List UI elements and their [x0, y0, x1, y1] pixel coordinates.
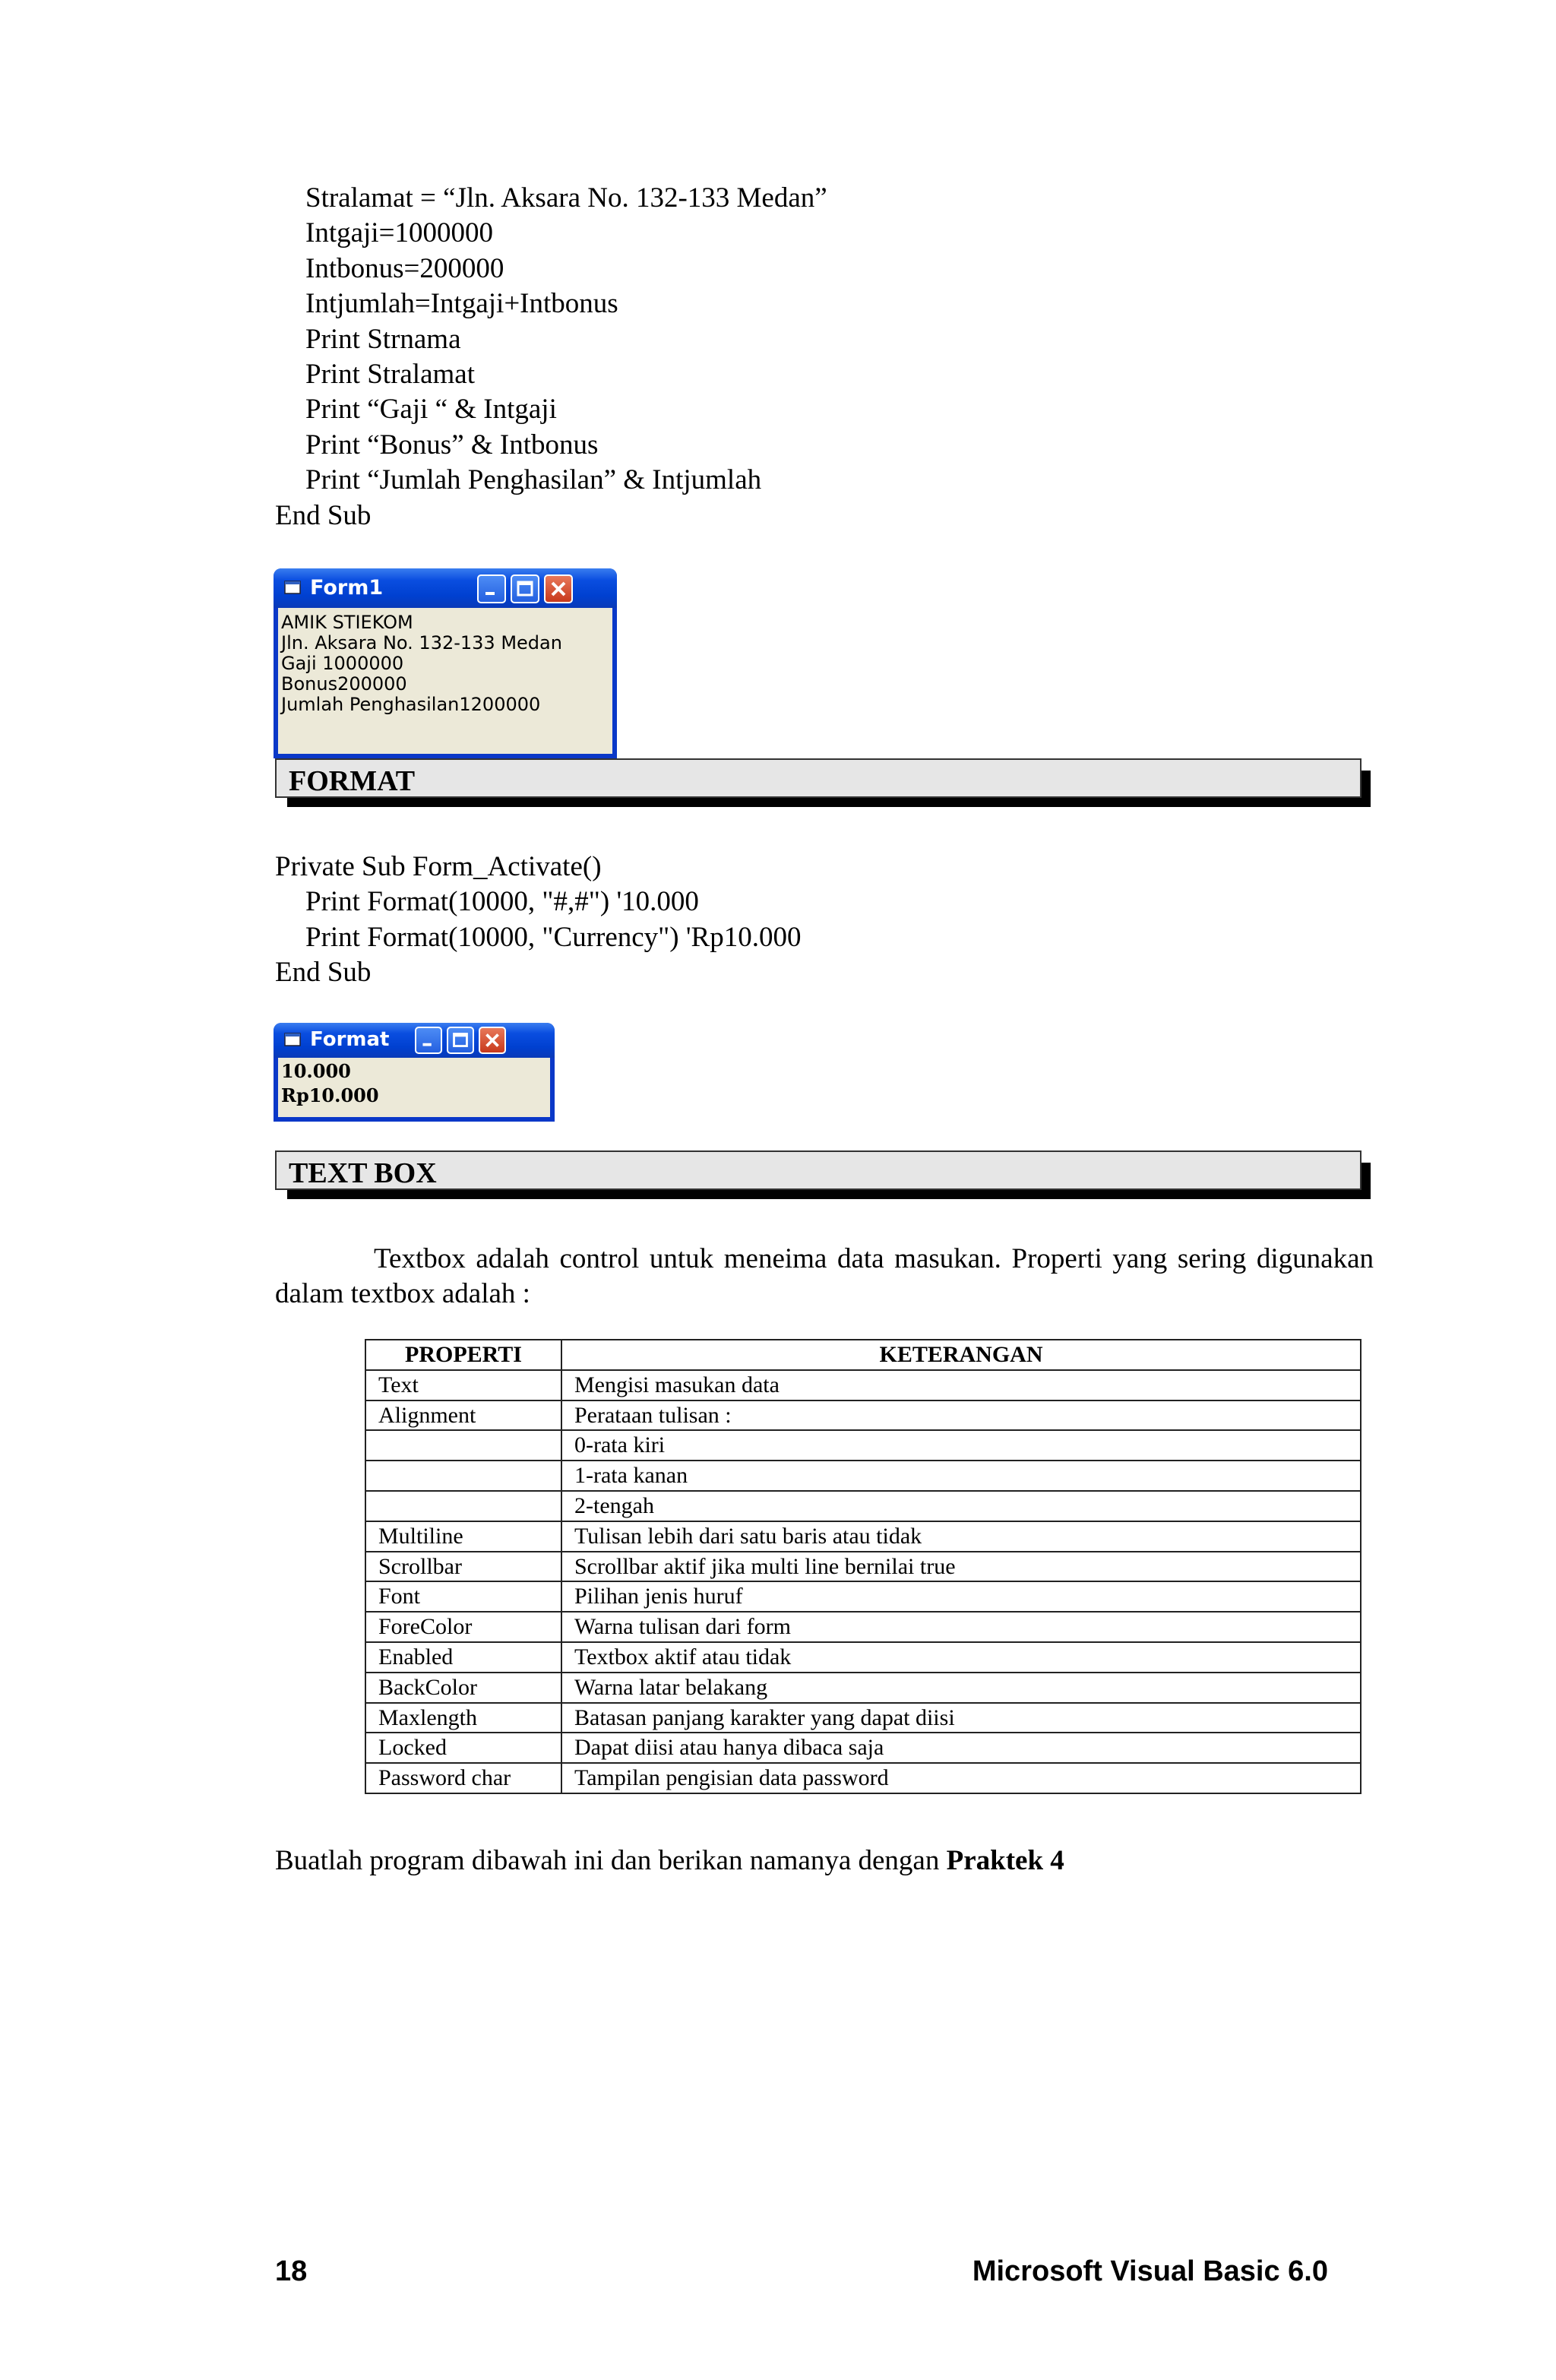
header-properti: PROPERTI — [365, 1340, 561, 1370]
property-name-cell: ForeColor — [365, 1612, 561, 1642]
property-name-cell: Locked — [365, 1733, 561, 1763]
format-titlebar — [274, 1023, 555, 1058]
close-icon[interactable] — [544, 574, 573, 603]
properties-table — [365, 1339, 1362, 1794]
table-row — [365, 1552, 1361, 1582]
code-line: Stralamat = “Jln. Aksara No. 132-133 Medan” — [305, 182, 827, 214]
closing-bold: Praktek 4 — [946, 1845, 1064, 1876]
output-line: Rp10.000 — [281, 1084, 379, 1106]
table-row — [365, 1461, 1361, 1491]
table-row — [365, 1400, 1361, 1431]
maximize-icon[interactable] — [511, 574, 539, 603]
property-description-cell: Warna latar belakang — [561, 1673, 1361, 1703]
property-name-cell — [365, 1491, 561, 1521]
property-name-cell: Maxlength — [365, 1703, 561, 1733]
form-icon — [284, 1033, 301, 1046]
section-title: TEXT BOX — [289, 1157, 437, 1189]
maximize-icon[interactable] — [447, 1027, 474, 1054]
code-line: Print Format(10000, "Currency") 'Rp10.000 — [305, 921, 802, 953]
form1-title: Form1 — [310, 576, 384, 600]
property-description-cell: Scrollbar aktif jika multi line bernilai true — [561, 1552, 1361, 1582]
property-name-cell: Multiline — [365, 1521, 561, 1552]
property-name-cell: Text — [365, 1370, 561, 1400]
code-block-2 — [275, 850, 801, 991]
intro-text: Textbox adalah control untuk meneima data masukan. Properti yang sering digunakan dalam textbox adalah : — [275, 1243, 1374, 1309]
closing-text: Buatlah program dibawah ini dan berikan namanya dengan — [275, 1845, 947, 1876]
table-row — [365, 1703, 1361, 1733]
minimize-icon[interactable] — [477, 574, 506, 603]
table-row — [365, 1521, 1361, 1552]
page-number: 18 — [275, 2255, 308, 2287]
form1-window — [274, 568, 617, 758]
form1-output — [281, 612, 562, 715]
property-description-cell: Pilihan jenis huruf — [561, 1581, 1361, 1612]
code-line: Intgaji=1000000 — [305, 217, 493, 249]
property-name-cell — [365, 1461, 561, 1491]
code-line: Intbonus=200000 — [305, 252, 504, 284]
property-name-cell — [365, 1430, 561, 1461]
table-row — [365, 1642, 1361, 1673]
code-line: Private Sub Form_Activate() — [275, 851, 602, 882]
property-description-cell: Warna tulisan dari form — [561, 1612, 1361, 1642]
property-description-cell: Batasan panjang karakter yang dapat diisi — [561, 1703, 1361, 1733]
code-line: Print “Gaji “ & Intgaji — [305, 394, 557, 426]
format-client-area — [278, 1058, 550, 1117]
code-line: Print “Jumlah Penghasilan” & Intjumlah — [305, 464, 762, 496]
output-line: Jumlah Penghasilan1200000 — [281, 694, 541, 715]
minimize-icon[interactable] — [415, 1027, 442, 1054]
code-block-1 — [275, 181, 827, 533]
code-line: End Sub — [275, 957, 372, 989]
section-header-format — [275, 758, 1362, 798]
code-line: Print “Bonus” & Intbonus — [305, 429, 599, 460]
table-row — [365, 1581, 1361, 1612]
table-row — [365, 1612, 1361, 1642]
table-row — [365, 1430, 1361, 1461]
property-name-cell: Enabled — [365, 1642, 561, 1673]
table-row — [365, 1370, 1361, 1400]
property-description-cell: 0-rata kiri — [561, 1430, 1361, 1461]
code-line: Intjumlah=Intgaji+Intbonus — [305, 288, 618, 320]
code-line: Print Format(10000, "#,#") '10.000 — [305, 886, 699, 918]
table-row — [365, 1673, 1361, 1703]
property-description-cell: Tulisan lebih dari satu baris atau tidak — [561, 1521, 1361, 1552]
property-name-cell: Password char — [365, 1763, 561, 1793]
intro-paragraph — [275, 1242, 1374, 1312]
property-description-cell: Textbox aktif atau tidak — [561, 1642, 1361, 1673]
table-row — [365, 1733, 1361, 1763]
property-description-cell: 1-rata kanan — [561, 1461, 1361, 1491]
property-description-cell: Mengisi masukan data — [561, 1370, 1361, 1400]
form1-client-area — [278, 608, 612, 754]
table-header-row — [365, 1340, 1361, 1370]
code-line: End Sub — [275, 499, 372, 531]
output-line: Jln. Aksara No. 132-133 Medan — [281, 632, 562, 654]
form-icon — [284, 581, 301, 594]
format-window — [274, 1023, 555, 1122]
section-title: FORMAT — [289, 765, 416, 797]
property-description-cell: Perataan tulisan : — [561, 1400, 1361, 1431]
close-icon[interactable] — [479, 1027, 506, 1054]
form1-titlebar — [274, 568, 617, 608]
property-name-cell: Alignment — [365, 1400, 561, 1431]
property-name-cell: BackColor — [365, 1673, 561, 1703]
closing-paragraph — [275, 1844, 1374, 1878]
output-line: Gaji 1000000 — [281, 653, 404, 674]
output-line: AMIK STIEKOM — [281, 612, 413, 633]
code-line: Print Stralamat — [305, 358, 475, 390]
property-name-cell: Scrollbar — [365, 1552, 561, 1582]
property-description-cell: Dapat diisi atau hanya dibaca saja — [561, 1733, 1361, 1763]
section-header-textbox — [275, 1150, 1362, 1190]
output-line: 10.000 — [281, 1060, 351, 1082]
property-description-cell: Tampilan pengisian data password — [561, 1763, 1361, 1793]
format-title: Format — [310, 1028, 390, 1051]
code-line: Print Strnama — [305, 323, 461, 355]
header-keterangan: KETERANGAN — [561, 1340, 1361, 1370]
format-output — [281, 1059, 379, 1108]
book-title: Microsoft Visual Basic 6.0 — [972, 2255, 1328, 2287]
table-row — [365, 1763, 1361, 1793]
property-description-cell: 2-tengah — [561, 1491, 1361, 1521]
table-row — [365, 1491, 1361, 1521]
output-line: Bonus200000 — [281, 673, 407, 695]
property-name-cell: Font — [365, 1581, 561, 1612]
